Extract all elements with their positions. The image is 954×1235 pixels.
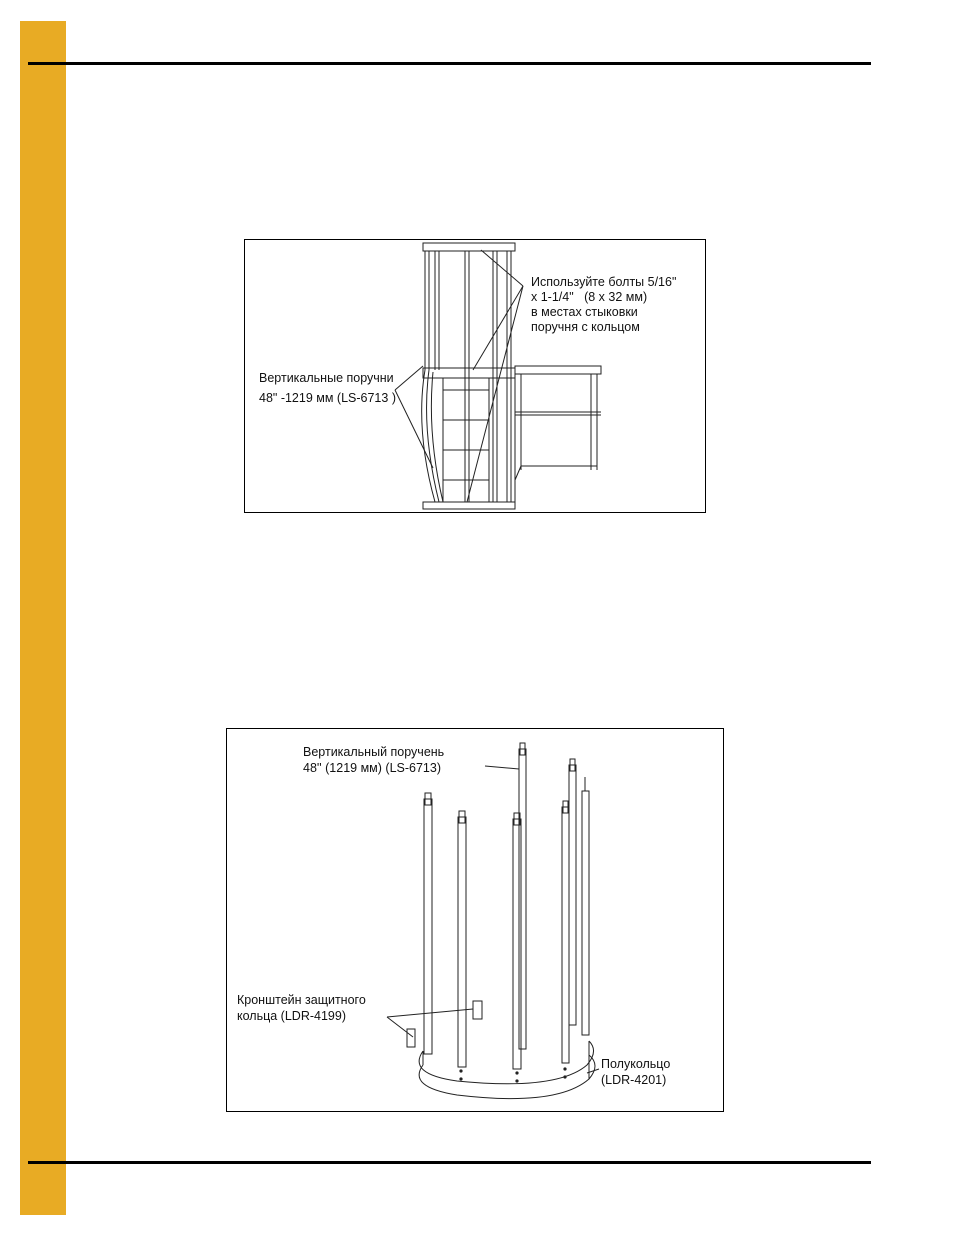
callout-bolts-line-1: Используйте болты 5/16" [531,275,677,289]
figure-cage-side-view [244,239,706,513]
callout-half-ring-line-2: (LDR-4201) [601,1073,667,1087]
callout-half-ring-line-1: Полукольцо [601,1057,671,1071]
callout-bolts-line-2: x 1-1/4" (8 x 32 мм) [531,290,648,304]
figure-cage-hoop-assembly [226,728,724,1112]
callout-bracket-line-2: кольца (LDR-4199) [237,1009,346,1023]
callout-rails-line-2: 48" -1219 мм (LS-6713 ) [259,391,396,405]
callout-rail-line-1: Вертикальный поручень [303,745,445,759]
hoop-assembly-drawing [227,729,723,1111]
callout-bracket-line-1: Кронштейн защитного [237,993,366,1007]
footer-rule [28,1161,871,1164]
callout-rail-line-2: 48'' (1219 мм) (LS-6713) [303,761,442,775]
callout-bolts-line-4: поручня с кольцом [531,320,640,334]
callout-bolts-line-3: в местах стыковки [531,305,638,319]
callout-rails-line-1: Вертикальные поручни [259,371,394,385]
header-rule [28,62,871,65]
side-color-bar [20,21,66,1215]
